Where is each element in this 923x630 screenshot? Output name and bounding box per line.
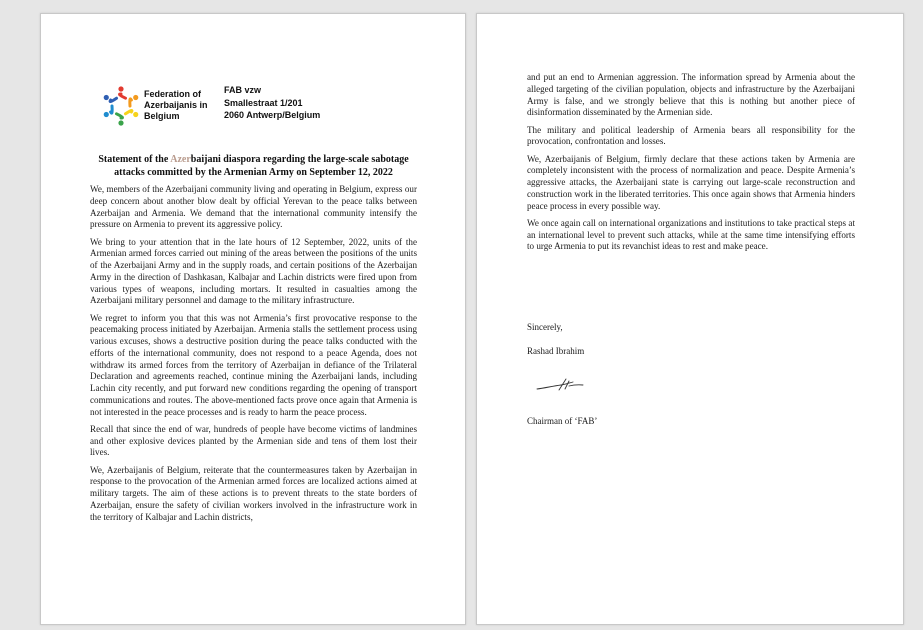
logo-figure-body bbox=[117, 114, 123, 118]
logo-figure-body bbox=[130, 99, 132, 106]
paragraph: We, members of the Azerbaijani community living and operating in Belgium, express our deep concern about another blow dealt by official Yerevan to the peace talks between Azerbaijan and Armenia. We demand that the international community intensify the pressure on Armenia to prevent its aggressive policy. bbox=[90, 184, 417, 230]
org-name-line: Belgium bbox=[144, 111, 180, 121]
address-line: Smallestraat 1/201 bbox=[224, 97, 303, 108]
logo-figure-head bbox=[133, 95, 138, 100]
title-rest: baijani diaspora regarding the large-scale sabotage attacks committed by the Armenian Army on September 12, 2022 bbox=[114, 154, 409, 178]
logo-figure-head bbox=[104, 112, 109, 117]
logo-figure-head bbox=[104, 95, 109, 100]
signature-image bbox=[535, 377, 585, 393]
paragraph: We, Azerbaijanis of Belgium, reiterate that the countermeasures taken by Azerbaijan in response to the provocation of the Armenian armed forces are localized actions aimed at military targets. The aim of these actions is to prevent threats to the state borders of Azerbaijan, ensure the safety of civilian workers involved in the infrastructure work in the territory of Kalbajar and Lachin districts, bbox=[90, 464, 417, 522]
paragraph: The military and political leadership of Armenia bears all responsibility for the provocation, confrontation and losses. bbox=[527, 124, 855, 147]
document-page-2 bbox=[476, 13, 904, 625]
logo-figure-body bbox=[120, 94, 126, 98]
document-page-1 bbox=[40, 13, 466, 625]
logo-figure-body bbox=[110, 98, 116, 101]
org-name-line: Federation of bbox=[144, 89, 202, 99]
logo-figure-head bbox=[118, 120, 123, 125]
title-highlight: Azer bbox=[170, 154, 191, 165]
paragraph: We regret to inform you that this was not Armenia’s first provocative response to the peacemaking process initiated by Azerbaijan. Armenia stalls the settlement process using various excuses, shows a destructive position during the peace talks conducted with the efforts of the international community, does not respond to a peace Agenda, does not withdraw its armed forces from the territory of Azerbaijan in defiance of the Trilateral Declaration and agreements reached, continue mining the Azerbaijani lands, including Lachin city recently, and put forward new conditions regarding the opening of transport communications and routes. The above-mentioned facts prove once again that Armenia is not interested in the peace processes and is ready to harm the peace process. bbox=[90, 312, 417, 417]
address-line: FAB vzw bbox=[224, 85, 262, 95]
org-name bbox=[144, 89, 234, 122]
signer-name: Rashad Ibrahim bbox=[527, 346, 585, 356]
address-line: 2060 Antwerp/Belgium bbox=[224, 110, 321, 120]
paragraph: We, Azerbaijanis of Belgium, firmly declare that these actions taken by Armenia are completely inconsistent with the process of normalization and peace. Despite Armenia’s aggressive attacks, the Azerbaijani state is carrying out large-scale reconstruction and construction work in the liberated territories. This once again shows that Armenia hinders peace process in every possible way. bbox=[527, 153, 855, 211]
logo-figure-head bbox=[118, 86, 123, 91]
paragraph: and put an end to Armenian aggression. The information spread by Armenia about the alleged targeting of the civilian population, objects and infrastructure by the Azerbaijani Army is false, and we strongly believe that this is nothing but another piece of disinformation disseminated by the Armenian side. bbox=[527, 72, 855, 118]
org-name-line: Azerbaijanis in bbox=[144, 100, 208, 110]
logo-figure-head bbox=[133, 112, 138, 117]
paragraph: We bring to your attention that in the late hours of 12 September, 2022, units of the Armenian armed forces carried out mining of the areas between the positions of the units of the Azerbaijani Army and in the supply roads, and certain positions of the Azerbaijan Army in the direction of Dashkasan, Kalbajar and Lachin districts were fired upon from various types of weapons, including mortars. It resulted in casualties among the Azerbaijani military personnel and damage to the military infrastructure. bbox=[90, 236, 417, 306]
logo-figure-body bbox=[126, 110, 132, 113]
page1-body bbox=[90, 184, 417, 529]
title-prefix: Statement of the bbox=[98, 154, 171, 165]
signer-role: Chairman of ‘FAB’ bbox=[527, 416, 598, 426]
logo-figure-body bbox=[111, 106, 113, 113]
paragraph: We once again call on international organizations and institutions to take practical steps at an international level to prevent such attacks, while at the same time intensifying efforts to urge Armenia to put its revanchist ideas to rest and make peace. bbox=[527, 217, 855, 252]
org-address bbox=[224, 84, 320, 122]
paragraph: Recall that since the end of war, hundreds of people have become victims of landmines and other explosive devices planted by the Armenian side and tens of them lost their lives. bbox=[90, 423, 417, 458]
page2-body bbox=[527, 72, 855, 259]
statement-title bbox=[91, 154, 416, 179]
closing-salutation: Sincerely, bbox=[527, 322, 563, 332]
fab-logo-icon bbox=[101, 86, 141, 126]
